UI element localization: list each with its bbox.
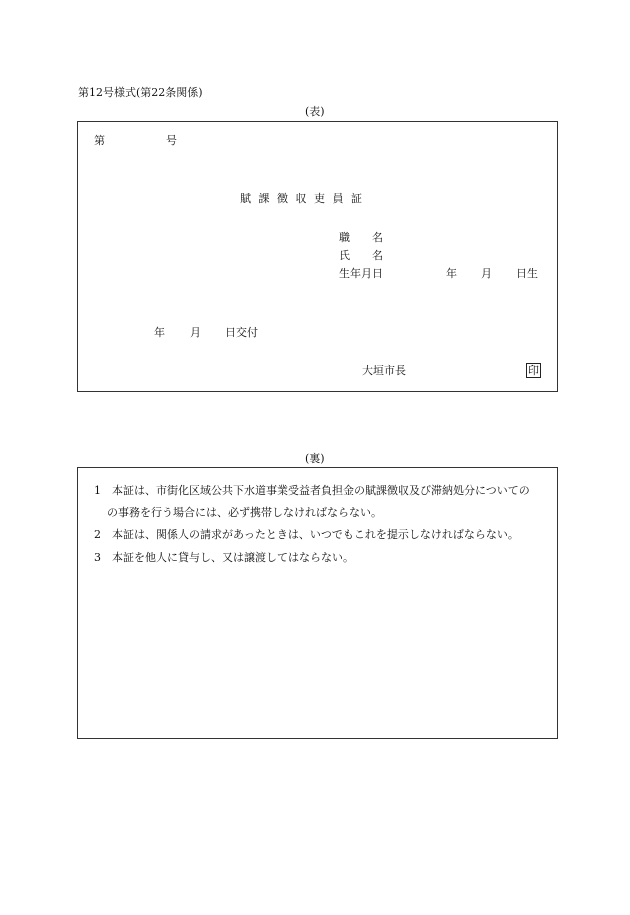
issuer: 大垣市長 <box>362 364 406 377</box>
seal-mark: 印 <box>528 364 539 377</box>
note-1-line-2: の事務を行う場合には、必ず携帯しなければならない。 <box>107 506 382 519</box>
name-label: 氏 名 <box>339 249 383 262</box>
birth-year: 年 <box>446 267 457 280</box>
birth-label: 生年月日 <box>339 267 383 280</box>
card-title: 賦 課 徴 収 吏 員 証 <box>240 192 364 205</box>
issue-month: 月 <box>190 326 201 339</box>
birth-month: 月 <box>481 267 492 280</box>
back-side-label: (裏) <box>305 452 325 465</box>
position-label: 職 名 <box>339 231 383 244</box>
front-card <box>77 121 558 392</box>
birth-day: 日生 <box>516 267 538 280</box>
number-prefix: 第 <box>94 134 105 147</box>
note-2: 2 本証は、関係人の請求があったときは、いつでもこれを提示しなければならない。 <box>94 528 519 541</box>
form-title: 第12号様式(第22条関係) <box>78 86 203 99</box>
number-suffix: 号 <box>166 134 177 147</box>
issue-year: 年 <box>154 326 165 339</box>
front-side-label: (表) <box>305 105 325 118</box>
note-3: 3 本証を他人に貸与し、又は譲渡してはならない。 <box>94 551 354 564</box>
issue-day: 日交付 <box>225 326 258 339</box>
note-1-line-1: 1 本証は、市街化区域公共下水道事業受益者負担金の賦課徴収及び滞納処分についての <box>94 484 530 497</box>
